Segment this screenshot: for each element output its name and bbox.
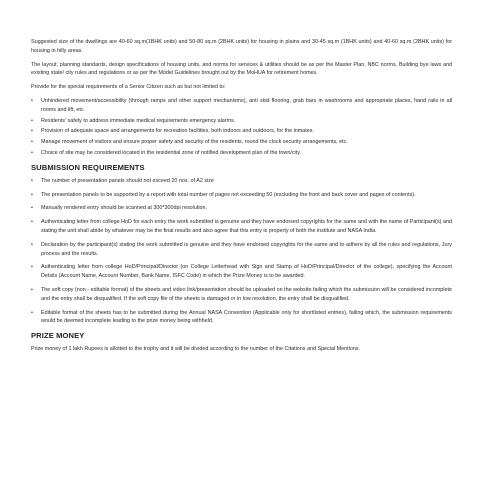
list-item: • Authenticating letter from college HoD/Principal/Director (on College Letterhead with Sign and Stamp of HoD/Principal/Director of the college), specifying the Account Detsils (Account Name, Account Number, Bank Name, ISFC Code) in which the Prize Money is to be awarded. <box>31 264 452 280</box>
dwelling-size-paragraph: Suggested size of the dwellings are 40-60 sq.m(1BHK units) and 50-80 sq.m (2BHK units) for housing in plains and 30-45 sq.m (1BHK units) and 40-60 sq.m (2BHK units) for housing in hilly areas. <box>31 39 452 54</box>
bullet-icon: • <box>31 219 33 226</box>
list-item: • Manually rendered entry should be scanned at 300*300dpi resolution. <box>31 205 208 212</box>
list-item: • The soft copy (non - editable format) of the sheets and video link/presentation should be uploaded on the website failing which the submission will be considered incomplete and the entry shall be disqualified. If the soft copy file of the sheets is damaged or in low resolution, the entry shall be disqualified. <box>31 286 452 302</box>
senior-requirements-intro: Provide for the special requirements of a Senior Citizen such as but not limited to: <box>31 84 226 91</box>
bullet-icon: • <box>31 309 33 316</box>
bullet-icon: • <box>31 128 33 135</box>
bullet-icon: • <box>31 149 33 156</box>
bullet-icon: • <box>31 205 33 212</box>
list-item: • Declaration by the participant(s) stating the work submitted is genuine and they have endorsed copyrights for the same and to adhere by all the rules and regulations, Jury process and the results. <box>31 241 452 257</box>
list-item: • The number of presentation panels should not exceed 20 nos. of A2 size <box>31 177 214 184</box>
prize-money-text: Prize money of 1 lakh Rupees is allotted to the trophy and it will be divided according to the number of the Citations and Special Mentions. <box>31 346 361 353</box>
submission-requirements-heading: SUBMISSION REQUIREMENTS <box>31 162 145 172</box>
list-item: • Choice of site may be considered located in the residential zone of notified development plan of the town/city. <box>31 149 302 156</box>
submission-requirements-list <box>31 177 452 326</box>
list-item: • Residents' safety to address immediate medical requirements emergency alarms. <box>31 117 236 124</box>
bullet-icon: • <box>31 241 33 248</box>
list-item: • Authenticating letter from college HoD for each entry the work submitted is genuine and they have endorsed copyrights for the same and with the name of Participant(s) and stating the unit shall abide by whatever may be the final results and also agree that this entry is property of both the institute and NASA India. <box>31 219 452 234</box>
bullet-icon: • <box>31 139 33 146</box>
senior-requirements-list <box>31 97 452 158</box>
bullet-icon: • <box>31 286 33 293</box>
bullet-icon: • <box>31 191 33 198</box>
list-item: • Provision of adequate space and arrangements for recreation facilities, both indoors and outdoors, for the inmates. <box>31 128 314 135</box>
bullet-icon: • <box>31 117 33 124</box>
planning-standards-paragraph: The layout, planning standards, design specifications of housing units, and norms for services & utilities should be as per the Master Plan, NBC norms, Building bye laws and existing state/ city rules and regulations or as per the Model Guidelines brought out by the MoHUA for retirement homes. <box>31 61 452 77</box>
list-item: • Manage movement of visitors and ensure proper safety and security of the residents, round the clock security arrangements, etc. <box>31 139 348 146</box>
bullet-icon: • <box>31 177 33 184</box>
bullet-icon: • <box>31 264 33 271</box>
list-item: • Editable format of the sheets has to be submitted during the Annual NASA Convention (Applicable only for shortlisted entries), failing which, the submission requirements would be deemed incomplete leading to the prize money being withheld. <box>31 309 452 325</box>
prize-money-heading: PRIZE MONEY <box>31 331 85 341</box>
list-item: • The presentation panels to be supported by a report with total number of pages not exceeding 50 (excluding the front and back cover and pages of contents). <box>31 191 416 198</box>
list-item: • Unhindered movement/accessibility (through ramps and other support mechanisms), anti skid flooring, grab bars in washrooms and appropriate places, hand rails in all rooms and lift, etc. <box>31 97 452 113</box>
bullet-icon: • <box>31 97 33 104</box>
